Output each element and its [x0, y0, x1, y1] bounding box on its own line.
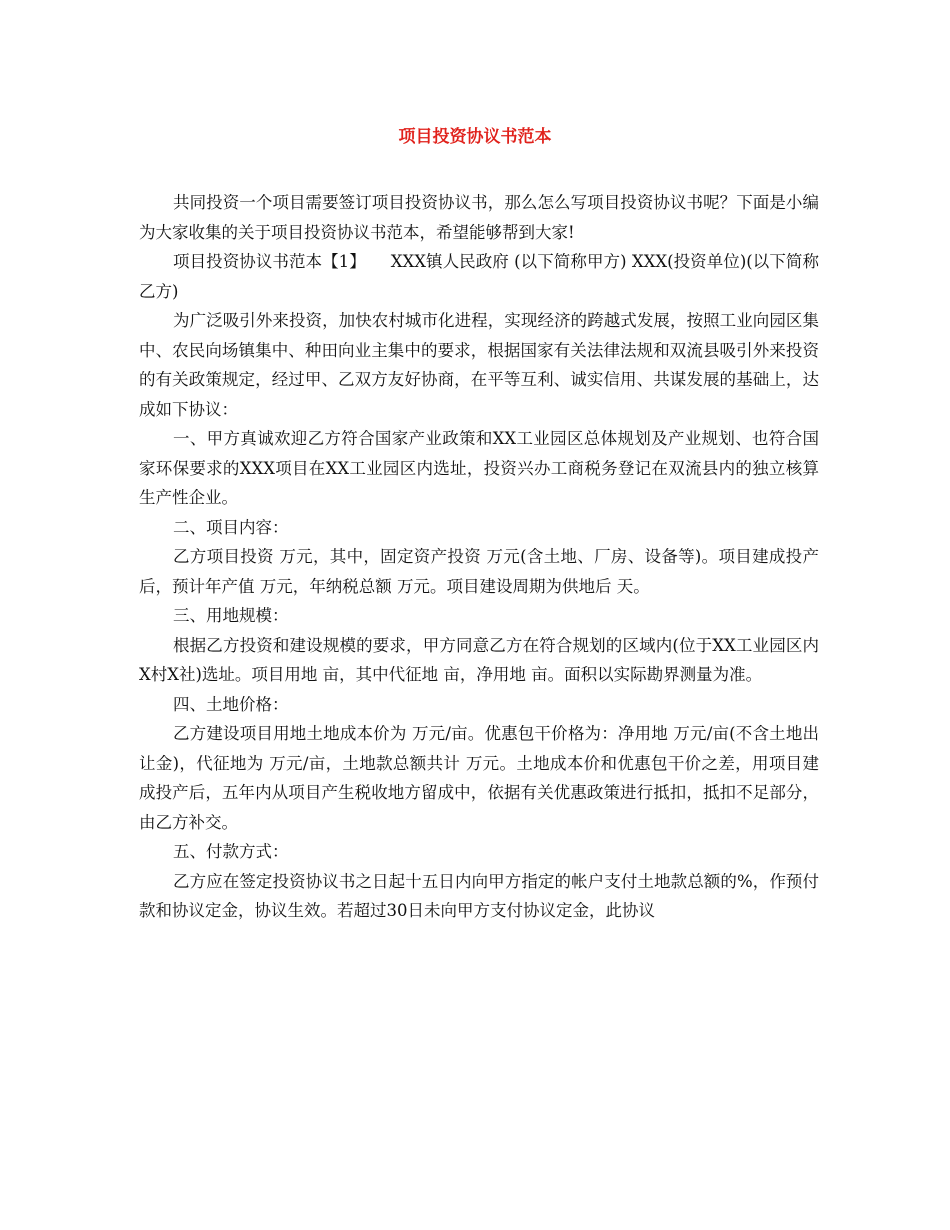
document-title: 项目投资协议书范本: [398, 127, 552, 147]
paragraph-land-scale: 根据乙方投资和建设规模的要求，甲方同意乙方在符合规划的区域内(位于XX工业园区内X村X社)选址。项目用地 亩，其中代征地 亩，净用地 亩。面积以实际勘界测量为准。: [139, 635, 819, 684]
paragraph-preamble: 为广泛吸引外来投资，加快农村城市化进程，实现经济的跨越式发展，按照工业向园区集中、农民向场镇集中、种田向业主集中的要求，根据国家有关法律法规和双流县吸引外来投资的有关政策规定，经过甲、乙双方友好协商，在平等互利、诚实信用、共谋发展的基础上，达成如下协议：: [139, 311, 819, 419]
heading-project-content: 二、项目内容：: [173, 517, 289, 537]
paragraph-parties: 项目投资协议书范本【1】 XXX镇人民政府 (以下简称甲方) XXX(投资单位)(以下简称乙方): [139, 252, 819, 301]
paragraph-intro: 共同投资一个项目需要签订项目投资协议书，那么怎么写项目投资协议书呢？下面是小编为大家收集的关于项目投资协议书范本，希望能够帮到大家!: [139, 193, 819, 242]
heading-land-price: 四、土地价格：: [173, 694, 289, 714]
paragraph-project-content: 乙方项目投资 万元，其中，固定资产投资 万元(含土地、厂房、设备等)。项目建成投产后，预计年产值 万元，年纳税总额 万元。项目建设周期为供地后 天。: [139, 547, 819, 596]
paragraph-payment-method: 乙方应在签定投资协议书之日起十五日内向甲方指定的帐户支付土地款总额的%，作预付款和协议定金，协议生效。若超过30日未向甲方支付协议定金，此协议: [139, 871, 819, 920]
paragraph-land-price: 乙方建设项目用地土地成本价为 万元/亩。优惠包干价格为：净用地 万元/亩(不含土地出让金)，代征地为 万元/亩，土地款总额共计 万元。土地成本价和优惠包干价之差，用项目建成投产后，五年内从项目产生税收地方留成中，依据有关优惠政策进行抵扣，抵扣不足部分，由乙方补交。: [139, 724, 819, 832]
paragraph-article-1: 一、甲方真诚欢迎乙方符合国家产业政策和XX工业园区总体规划及产业规划、也符合国家环保要求的XXX项目在XX工业园区内选址，投资兴办工商税务登记在双流县内的独立核算生产性企业。: [139, 429, 819, 507]
heading-land-scale: 三、用地规模：: [173, 606, 289, 625]
heading-payment-method: 五、付款方式：: [173, 842, 289, 861]
document-body: [139, 188, 819, 926]
